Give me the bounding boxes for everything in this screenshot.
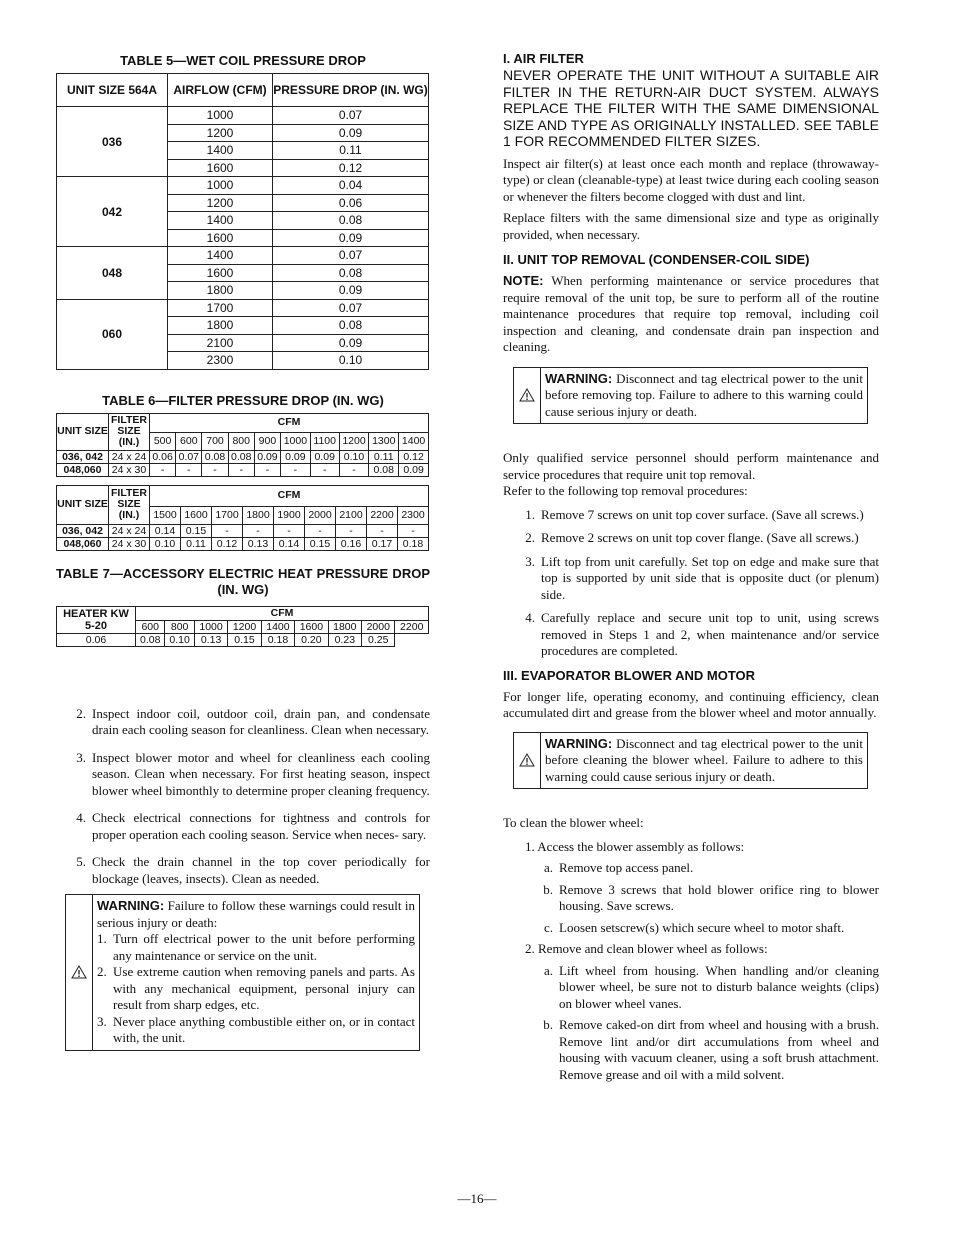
pressure-drop-cell: 0.09	[310, 450, 339, 463]
air-filter-heading: I. AIR FILTER	[503, 51, 584, 66]
unit-size-cell: 042	[57, 177, 168, 247]
pressure-drop-cell: 0.23	[328, 633, 361, 646]
list-item	[503, 554, 879, 604]
pressure-drop-cell: 0.09	[399, 463, 429, 476]
table6-part1	[56, 413, 429, 477]
cfm-cell: 1200	[228, 620, 261, 633]
warning-icon	[66, 895, 93, 1050]
airflow-cell: 1600	[168, 229, 273, 247]
filter-size-cell: 24 x 30	[109, 463, 150, 476]
warning-item	[97, 964, 415, 1014]
pressure-drop-cell: 0.09	[254, 450, 280, 463]
unit-size-cell: 036, 042	[57, 524, 109, 537]
pressure-drop-cell: 0.12	[399, 450, 429, 463]
list-number: 2.	[76, 705, 86, 721]
list-text: Lift top from unit carefully. Set top on edge and make sure that top is supported by unit side that is opposite duct (or plenum) side.	[541, 553, 879, 602]
blower-heading: III. EVAPORATOR BLOWER AND MOTOR	[503, 667, 756, 683]
table6-unit-size-header: UNIT SIZE	[57, 413, 109, 450]
cfm-cell: 1800	[243, 506, 274, 524]
table-row	[57, 177, 429, 195]
list-item	[503, 920, 879, 937]
pressure-drop-cell: -	[150, 463, 176, 476]
sub-number: a.	[543, 860, 553, 875]
filter-size-cell: 24 x 30	[109, 537, 150, 550]
air-filter-warning-caps: NEVER OPERATE THE UNIT WITHOUT A SUITABLE AIR FILTER IN THE RETURN-AIR DUCT SYSTEM. ALWAYS REPLACE THE FILTER WITH THE SAME DIMENSIONAL SIZE AND TYPE AS ORIGINALLY INSTALLED. SEE TABLE 1 FOR RECOMMENDED FILTER SIZES.	[503, 67, 879, 149]
list-number: 1.	[525, 506, 535, 522]
top-removal-p1: Only qualified service personnel should perform maintenance and service procedures that require unit top removal.	[503, 450, 879, 482]
airflow-cell: 1600	[168, 159, 273, 177]
filter-size-cell: 24 x 24	[109, 450, 150, 463]
pressure-drop-cell: -	[212, 524, 243, 537]
pressure-drop-cell: 0.14	[274, 537, 305, 550]
table5-title: TABLE 5—WET COIL PRESSURE DROP	[120, 53, 366, 68]
note-text: When performing maintenance or service procedures that require removal of the unit top, be sure to perform all of the routine maintenance procedures that require top removal, including coil inspection and cleaning, and condensate drain pan inspection and cleaning.	[503, 273, 879, 354]
pressure-drop-cell: 0.18	[261, 633, 294, 646]
list-number: 2.	[525, 530, 535, 545]
pressure-drop-cell: 0.12	[273, 159, 429, 177]
list-item	[503, 1017, 879, 1083]
pressure-drop-cell: 0.09	[273, 124, 429, 142]
filter-size-cell: 24 x 24	[109, 524, 150, 537]
list-text: Remove 3 screws that hold blower orifice ring to blower housing. Save screws.	[559, 881, 879, 913]
blower-step1: 1. Access the blower assembly as follows:	[525, 838, 745, 854]
table5-header-pressure-drop: PRESSURE DROP (IN. WG)	[273, 74, 429, 107]
cfm-cell: 1600	[295, 620, 328, 633]
pressure-drop-cell: 0.13	[194, 633, 227, 646]
cfm-cell: 900	[254, 432, 280, 450]
airflow-cell: 1600	[168, 264, 273, 282]
list-item	[503, 963, 879, 1013]
top-removal-heading: II. UNIT TOP REMOVAL (CONDENSER-COIL SIDE)	[503, 252, 810, 267]
airflow-cell: 1800	[168, 317, 273, 335]
pressure-drop-cell: 0.06	[273, 194, 429, 212]
pressure-drop-cell: 0.11	[181, 537, 212, 550]
airflow-cell: 2100	[168, 334, 273, 352]
list-number: 3.	[76, 749, 86, 765]
airflow-cell: 1800	[168, 282, 273, 300]
cfm-cell: 1000	[194, 620, 227, 633]
cfm-cell: 600	[176, 432, 202, 450]
pressure-drop-cell: -	[336, 524, 367, 537]
table-row	[57, 463, 429, 476]
airflow-cell: 1000	[168, 107, 273, 125]
right-column	[503, 50, 879, 1083]
airflow-cell: 2300	[168, 352, 273, 370]
pressure-drop-cell: -	[228, 463, 254, 476]
maintenance-list	[54, 706, 430, 888]
table-row	[57, 450, 429, 463]
top-removal-note	[503, 273, 879, 356]
top-removal-steps	[503, 507, 879, 660]
pressure-drop-cell: 0.08	[273, 212, 429, 230]
list-text: Check the drain channel in the top cover periodically for blockage (leaves, insects). Clean as needed.	[92, 854, 430, 886]
warning-item-number: 1.	[97, 931, 107, 946]
left-column	[56, 50, 430, 1051]
table6-cfm-header-2: CFM	[150, 485, 429, 506]
cfm-cell: 1500	[150, 506, 181, 524]
list-text: Inspect indoor coil, outdoor coil, drain pan, and condensate drain each cooling season for cleanliness. Clean when necessary.	[92, 705, 430, 737]
pressure-drop-cell: 0.04	[273, 177, 429, 195]
table7-cfm-header: CFM	[136, 606, 429, 620]
table5-header-unit-size: UNIT SIZE 564A	[57, 74, 168, 107]
pressure-drop-cell: 0.17	[367, 537, 398, 550]
table6-cfm-header: CFM	[150, 413, 429, 432]
pressure-drop-cell: 0.10	[339, 450, 369, 463]
table-row	[57, 537, 429, 550]
pressure-drop-cell: 0.09	[281, 450, 311, 463]
pressure-drop-cell: 0.16	[336, 537, 367, 550]
pressure-drop-cell: 0.08	[369, 463, 399, 476]
airflow-cell: 1700	[168, 299, 273, 317]
pressure-drop-cell: 0.08	[136, 633, 165, 646]
table7	[56, 606, 429, 647]
pressure-drop-cell: 0.07	[273, 107, 429, 125]
top-removal-p2: Refer to the following top removal procedures:	[503, 483, 748, 498]
pressure-drop-cell: 0.07	[273, 247, 429, 265]
list-number: 4.	[76, 810, 86, 825]
warning-top-removal-text	[541, 368, 867, 424]
airflow-cell: 1200	[168, 124, 273, 142]
warning-icon	[514, 733, 541, 789]
pressure-drop-cell: 0.10	[165, 633, 194, 646]
cfm-cell: 600	[136, 620, 165, 633]
warning-box-left	[65, 894, 420, 1051]
pressure-drop-cell: 0.12	[212, 537, 243, 550]
pressure-drop-cell: -	[202, 463, 228, 476]
pressure-drop-cell: -	[398, 524, 429, 537]
pressure-drop-cell: 0.11	[369, 450, 399, 463]
warning-label: WARNING:	[545, 735, 613, 751]
cfm-cell: 1100	[310, 432, 339, 450]
pressure-drop-cell: -	[367, 524, 398, 537]
pressure-drop-cell: 0.15	[305, 537, 336, 550]
airflow-cell: 1400	[168, 212, 273, 230]
sub-number: a.	[543, 962, 553, 978]
warning-intro: Failure to follow these warnings could result in serious injury or death:	[97, 898, 416, 930]
air-filter-p1: Inspect air filter(s) at least once each month and replace (throwaway-type) or clean (cleanable-type) at least twice during each cooling season or whenever the filters become clogged with dust and lint.	[503, 155, 879, 204]
page-number: —16—	[457, 1191, 497, 1206]
list-item	[54, 810, 430, 843]
pressure-drop-cell: -	[176, 463, 202, 476]
pressure-drop-cell: 0.09	[273, 334, 429, 352]
pressure-drop-cell: 0.15	[228, 633, 261, 646]
list-text: Lift wheel from housing. When handling and/or cleaning blower wheel, be sure not to disturb balance weights (clips) on blower wheel vanes.	[559, 962, 879, 1011]
airflow-cell: 1400	[168, 142, 273, 160]
pressure-drop-cell: 0.07	[176, 450, 202, 463]
cfm-cell: 2100	[336, 506, 367, 524]
warning-box-blower	[513, 732, 868, 790]
cfm-cell: 1200	[339, 432, 369, 450]
cfm-cell: 1700	[212, 506, 243, 524]
list-text: Carefully replace and secure unit top to unit, using screws removed in Steps 1 and 2, when maintenance and/or service procedures are completed.	[541, 610, 879, 658]
list-item	[503, 507, 879, 524]
list-text: Check electrical connections for tightness and controls for proper operation each cooling season. Service when neces- sary.	[92, 810, 430, 842]
unit-size-cell: 048	[57, 247, 168, 300]
pressure-drop-cell: 0.25	[362, 633, 395, 646]
pressure-drop-cell: 0.10	[150, 537, 181, 550]
blower-p1: For longer life, operating economy, and continuing efficiency, clean accumulated dirt and grease from the blower wheel and motor annually.	[503, 688, 879, 720]
blower-steps	[503, 839, 879, 1084]
warning-body: Disconnect and tag electrical power to the unit before removing top. Failure to adhere to this warning could cause serious injury or death.	[545, 370, 863, 419]
list-item	[503, 530, 879, 547]
list-text: Loosen setscrew(s) which secure wheel to motor shaft.	[559, 919, 845, 935]
sub-number: b.	[543, 881, 553, 897]
list-number: 4.	[525, 610, 535, 625]
pressure-drop-cell: -	[310, 463, 339, 476]
pressure-drop-cell: -	[243, 524, 274, 537]
list-item	[503, 860, 879, 877]
unit-size-cell: 036, 042	[57, 450, 109, 463]
list-number: 5.	[76, 854, 86, 869]
pressure-drop-cell: 0.20	[295, 633, 328, 646]
airflow-cell: 1200	[168, 194, 273, 212]
warning-item-text: Turn off electrical power to the unit before performing any maintenance or service on the unit.	[113, 931, 415, 963]
list-text: Remove caked-on dirt from wheel and housing with a brush. Remove lint and/or dirt accumulations from wheel and housing with vacuum cleaner, using a soft brush attachment. Remove grease and oil with a mild solvent.	[559, 1017, 879, 1082]
pressure-drop-cell: 0.08	[273, 317, 429, 335]
pressure-drop-cell: 0.08	[228, 450, 254, 463]
table6-filter-size-header: FILTER SIZE (IN.)	[109, 413, 150, 450]
pressure-drop-cell: 0.10	[273, 352, 429, 370]
pressure-drop-cell: -	[254, 463, 280, 476]
table5-header-airflow: AIRFLOW (CFM)	[168, 74, 273, 107]
list-item	[54, 706, 430, 739]
warning-item-number: 2.	[97, 964, 107, 979]
table-row	[57, 107, 429, 125]
cfm-cell: 700	[202, 432, 228, 450]
cfm-cell: 1900	[274, 506, 305, 524]
pressure-drop-cell: 0.11	[273, 142, 429, 160]
warning-item	[97, 1014, 415, 1047]
cfm-cell: 1400	[261, 620, 294, 633]
list-item	[54, 854, 430, 887]
table-row	[57, 247, 429, 265]
table6-unit-size-header-2: UNIT SIZE	[57, 485, 109, 524]
pressure-drop-cell: 0.09	[273, 282, 429, 300]
cfm-cell: 1300	[369, 432, 399, 450]
list-text: Remove top access panel.	[559, 860, 694, 875]
warning-label: WARNING:	[97, 898, 165, 913]
warning-item	[97, 931, 415, 964]
unit-size-cell: 036	[57, 107, 168, 177]
unit-size-cell: 048,060	[57, 463, 109, 476]
table6-part2	[56, 485, 429, 551]
note-label: NOTE:	[503, 273, 544, 288]
sub-number: b.	[543, 1017, 553, 1032]
unit-size-cell: 060	[57, 299, 168, 369]
blower-step2: 2. Remove and clean blower wheel as follows:	[525, 941, 768, 956]
table7-title: TABLE 7—ACCESSORY ELECTRIC HEAT PRESSURE DROP (IN. WG)	[56, 565, 430, 597]
cfm-cell: 1800	[328, 620, 361, 633]
pressure-drop-cell: -	[281, 463, 311, 476]
pressure-drop-cell: 0.15	[181, 524, 212, 537]
warning-item-text: Never place anything combustible either on, or in contact with, the unit.	[113, 1013, 415, 1045]
pressure-drop-cell: -	[274, 524, 305, 537]
pressure-drop-cell: 0.08	[273, 264, 429, 282]
airflow-cell: 1400	[168, 247, 273, 265]
warning-blower-text	[541, 733, 867, 789]
cfm-cell: 2000	[305, 506, 336, 524]
warning-body: Disconnect and tag electrical power to the unit before cleaning the blower wheel. Failure to adhere to this warning could cause serious injury or death.	[545, 735, 863, 784]
list-text: Inspect blower motor and wheel for cleanliness each cooling season. Clean when necessary. For first heating season, inspect blower wheel bimonthly to determine proper cleaning frequency.	[92, 749, 430, 798]
list-text: Remove 7 screws on unit top cover surface. (Save all screws.)	[541, 506, 864, 522]
sub-number: c.	[543, 919, 553, 935]
pressure-drop-cell: 0.13	[243, 537, 274, 550]
cfm-cell: 2300	[398, 506, 429, 524]
unit-size-cell: 048,060	[57, 537, 109, 550]
pressure-drop-cell: -	[305, 524, 336, 537]
table-row	[57, 299, 429, 317]
warning-left-text	[93, 895, 419, 1050]
airflow-cell: 1000	[168, 177, 273, 195]
table7-heater-header: HEATER KW 5-20	[57, 606, 136, 633]
pressure-drop-cell: 0.08	[202, 450, 228, 463]
pressure-drop-cell: 0.09	[273, 229, 429, 247]
list-item	[503, 882, 879, 915]
cfm-cell: 1600	[181, 506, 212, 524]
table6-filter-size-header-2: FILTER SIZE (IN.)	[109, 485, 150, 524]
cfm-cell: 800	[228, 432, 254, 450]
blower-p2: To clean the blower wheel:	[503, 815, 644, 830]
list-text: Remove 2 screws on unit top cover flange. (Save all screws.)	[541, 530, 859, 545]
pressure-drop-cell: 0.14	[150, 524, 181, 537]
cfm-cell: 500	[150, 432, 176, 450]
cfm-cell: 1400	[399, 432, 429, 450]
warning-icon	[514, 368, 541, 424]
cfm-cell: 800	[165, 620, 194, 633]
air-filter-p2: Replace filters with the same dimensional size and type as originally provided, when necessary.	[503, 210, 879, 242]
warning-box-top-removal	[513, 367, 868, 425]
cfm-cell: 2200	[367, 506, 398, 524]
list-number: 3.	[525, 553, 535, 569]
cfm-cell: 2000	[362, 620, 395, 633]
pressure-drop-cell: 0.18	[398, 537, 429, 550]
pressure-drop-cell: -	[339, 463, 369, 476]
cfm-cell: 1000	[281, 432, 311, 450]
table-row	[57, 524, 429, 537]
pressure-drop-cell: 0.06	[57, 633, 136, 646]
table5	[56, 73, 429, 370]
table6-title: TABLE 6—FILTER PRESSURE DROP (IN. WG)	[102, 392, 384, 408]
pressure-drop-cell: 0.07	[273, 299, 429, 317]
warning-item-number: 3.	[97, 1013, 107, 1029]
list-item	[503, 610, 879, 660]
warning-item-text: Use extreme caution when removing panels and parts. As with any mechanical equipment, personal injury can result from sharp edges, etc.	[113, 964, 415, 1012]
list-item	[54, 750, 430, 800]
cfm-cell: 2200	[395, 620, 429, 633]
warning-label: WARNING:	[545, 370, 613, 386]
pressure-drop-cell: 0.06	[150, 450, 176, 463]
